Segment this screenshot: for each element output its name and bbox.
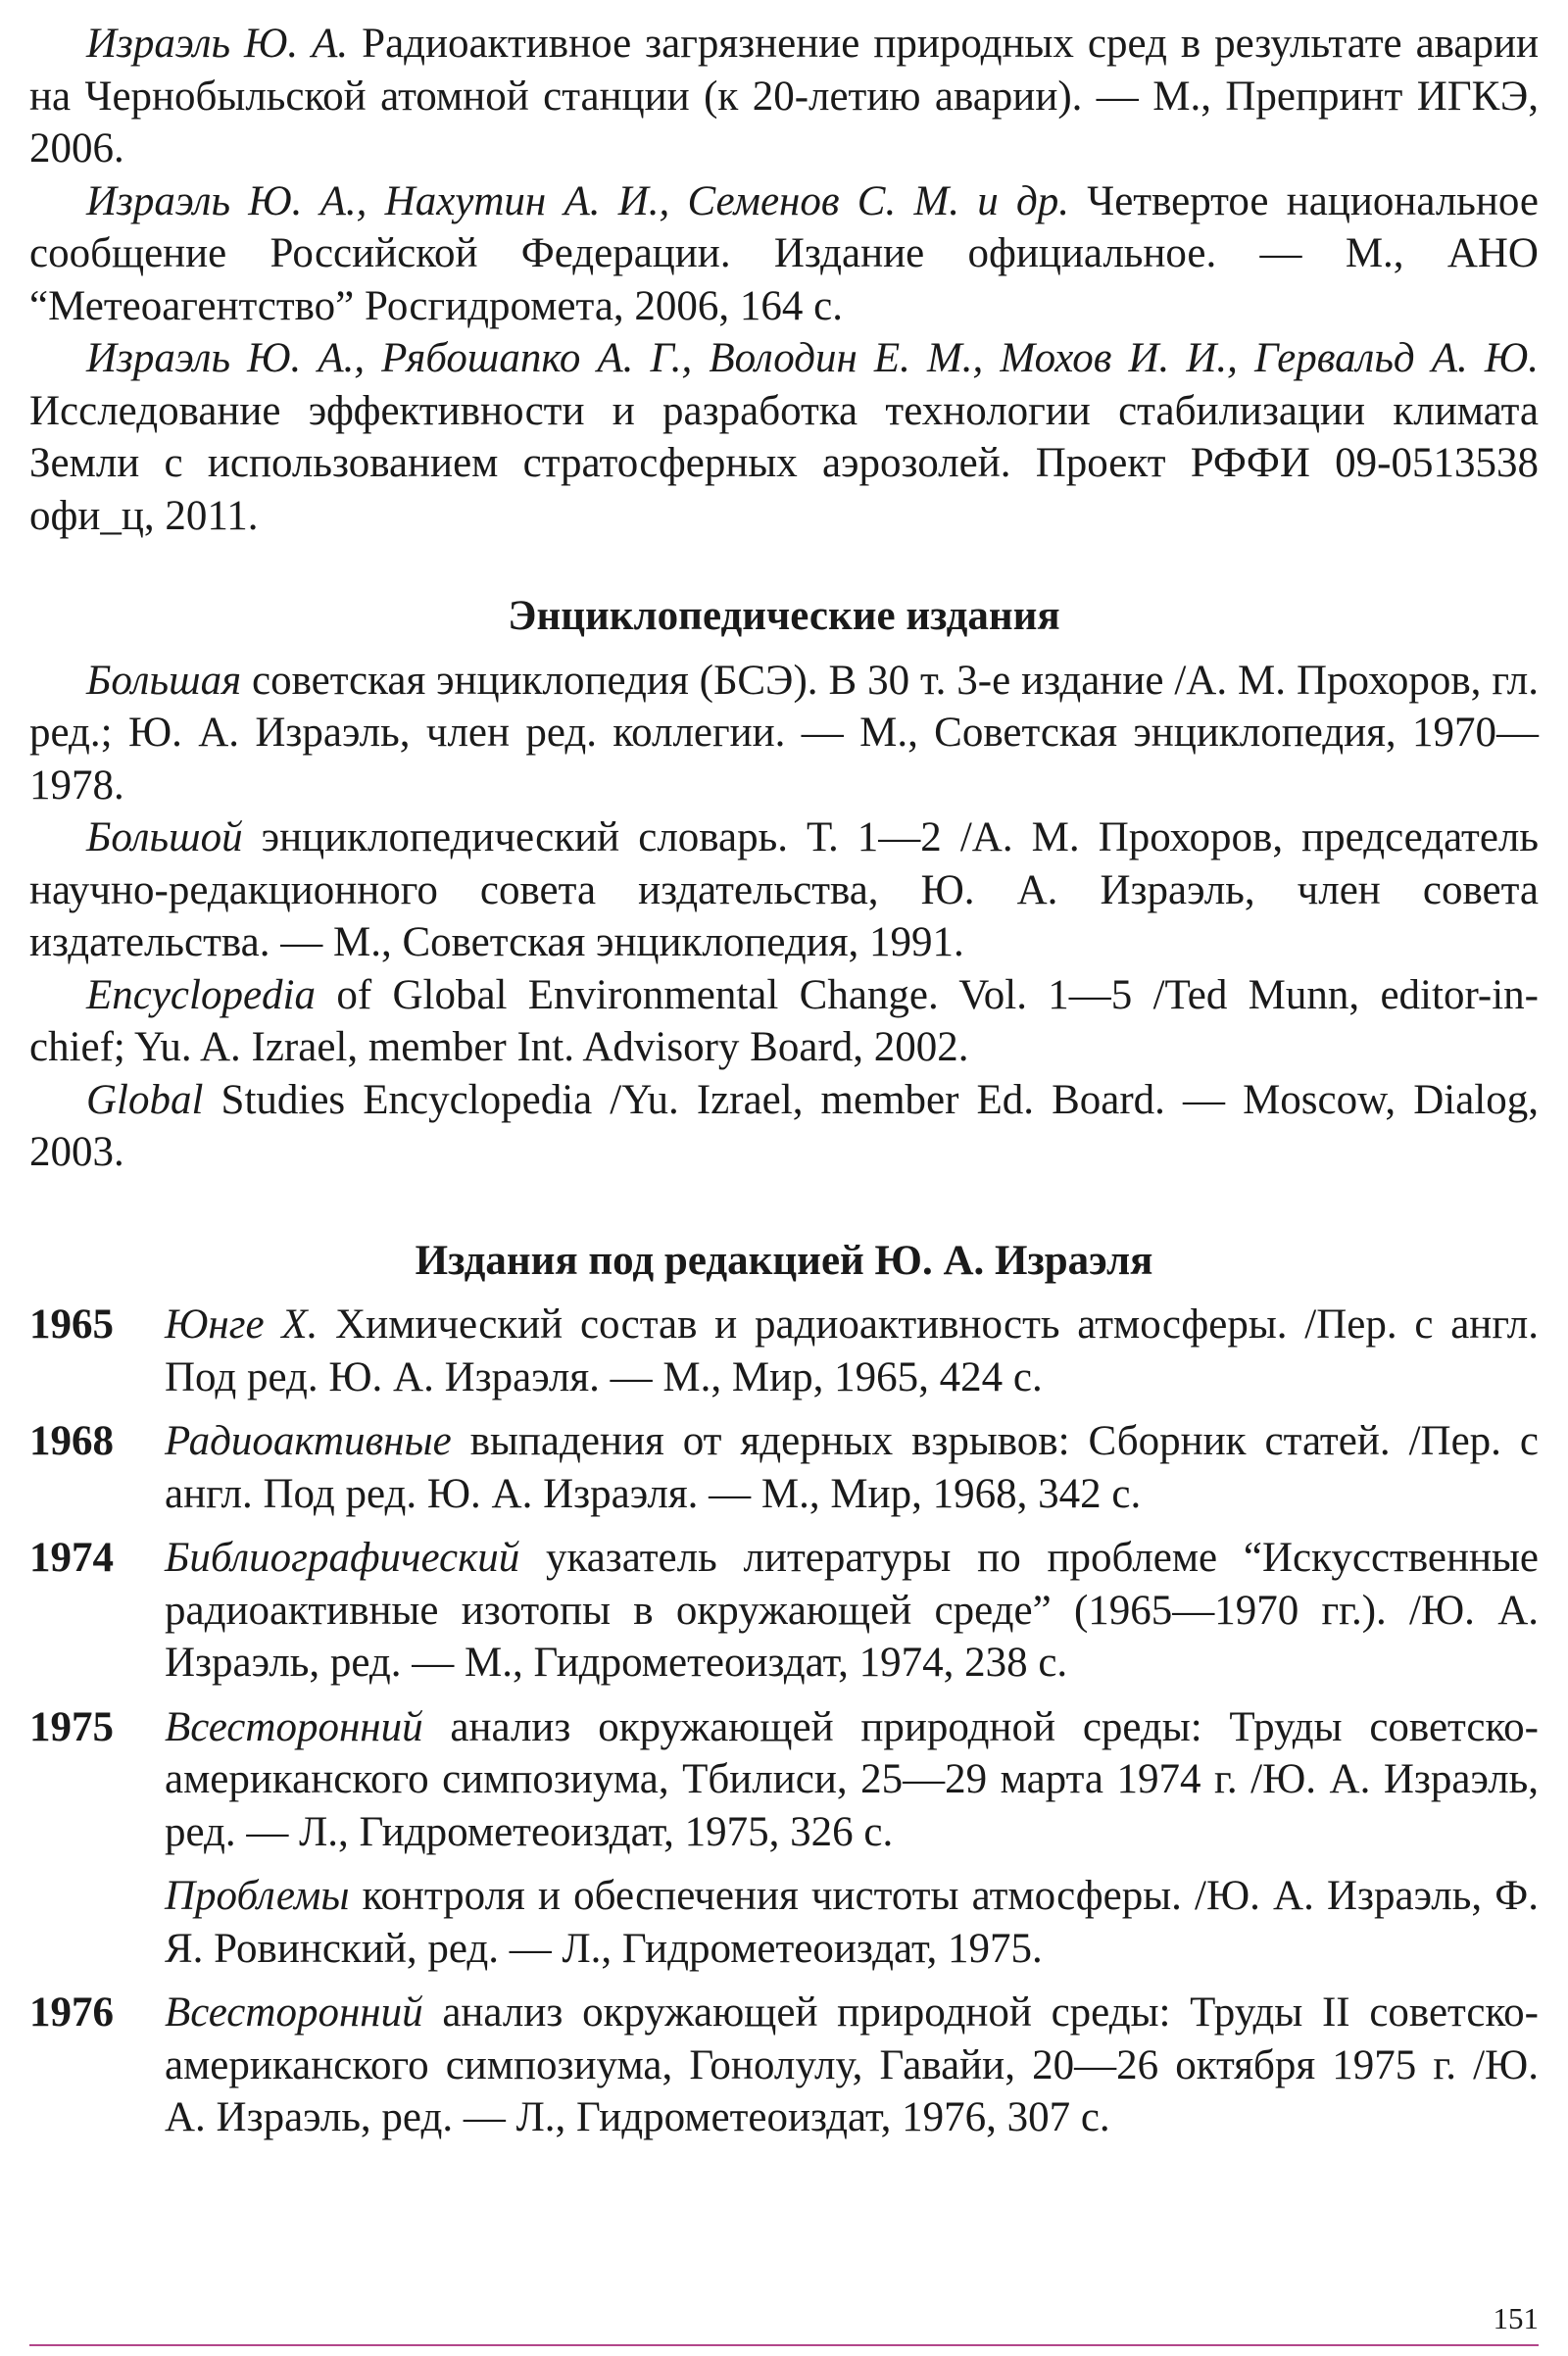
- entry-lead: Проблемы: [165, 1873, 350, 1919]
- entry-lead: Радиоактивные: [165, 1418, 452, 1464]
- edited-item: [29, 1415, 1539, 1520]
- entry-lead: Библиографический: [165, 1535, 520, 1581]
- encyclopedia-list: [29, 655, 1539, 1179]
- entry-text: Химический состав и радиоактивность атмосферы. /Пер. с англ. Под ред. Ю. А. Израэля. — М., Мир, 1965, 424 с.: [165, 1301, 1539, 1400]
- page-number: 151: [1493, 2301, 1539, 2335]
- entry-text: of Global Environmental Change. Vol. 1—5 /Ted Munn, editor-in-chief; Yu. A. Izrael, member Int. Advisory Board, 2002.: [29, 971, 1539, 1070]
- entry-lead: Global: [86, 1076, 204, 1123]
- edited-item: [29, 1701, 1539, 1859]
- entry-lead: Всесторонний: [165, 1989, 423, 2036]
- edited-item: [29, 1987, 1539, 2144]
- encyclopedia-item: [29, 811, 1539, 969]
- page-content: [29, 18, 1539, 2144]
- entry-lead: Юнге Х.: [165, 1301, 318, 1348]
- encyclopedia-item: [29, 969, 1539, 1074]
- entry-body: [165, 1870, 1539, 1975]
- footer-rule: [29, 2344, 1539, 2346]
- entry-text: энциклопедический словарь. Т. 1—2 /А. М. Прохоров, председатель научно-редакционного совета издательства, Ю. А. Израэль, член совета издательства. — М., Советская энциклопедия, 1991.: [29, 814, 1539, 965]
- encyclopedia-item: [29, 655, 1539, 812]
- section-heading-edited: Издания под редакцией Ю. А. Израэля: [415, 1237, 1153, 1284]
- entry-text: анализ окружающей природной среды: Труды II советско-американского симпозиума, Гонолулу, Гавайи, 20—26 октября 1975 г. /Ю. А. Израэль, ред. — Л., Гидрометеоиздат, 1976, 307 с.: [165, 1989, 1539, 2140]
- reference-list-top: [29, 18, 1539, 542]
- entry-body: [165, 1299, 1539, 1403]
- section-heading-encyclopedia: Энциклопедические издания: [508, 593, 1060, 639]
- entry-year: 1965: [29, 1301, 114, 1348]
- entry-text: анализ окружающей природной среды: Труды советско-американского симпозиума, Тбилиси, 25—29 марта 1974 г. /Ю. А. Израэль, ред. — Л., Гидрометеоиздат, 1975, 326 с.: [165, 1703, 1539, 1855]
- entry-text: указатель литературы по проблеме “Искусственные радиоактивные изотопы в окружающей среде” (1965—1970 гг.). /Ю. А. Израэль, ред. — М., Гидрометеоиздат, 1974, 238 с.: [165, 1535, 1539, 1686]
- reference-authors: Израэль Ю. А., Нахутин А. И., Семенов С. М. и др.: [86, 177, 1070, 224]
- edited-item: [29, 1299, 1539, 1403]
- entry-lead: Большой: [86, 814, 243, 860]
- entry-year: 1975: [29, 1703, 114, 1750]
- entry-text: выпадения от ядерных взрывов: Сборник статей. /Пер. с англ. Под ред. Ю. А. Израэля. — М., Мир, 1968, 342 с.: [165, 1418, 1539, 1517]
- reference-text: Радиоактивное загрязнение природных сред в результате аварии на Чернобыльской атомной станции (к 20-летию аварии). — М., Препринт ИГКЭ, 2006.: [29, 21, 1539, 172]
- entry-text: контроля и обеспечения чистоты атмосферы. /Ю. А. Израэль, Ф. Я. Ровинский, ред. — Л., Гидрометеоиздат, 1975.: [165, 1873, 1539, 1972]
- entry-lead: Большая: [86, 657, 242, 704]
- entry-text: советская энциклопедия (БСЭ). В 30 т. 3-е издание /А. М. Прохоров, гл. ред.; Ю. А. Израэль, член ред. коллегии. — М., Советская энциклопедия, 1970—1978.: [29, 657, 1539, 809]
- entry-body: [165, 1701, 1539, 1859]
- entry-lead: Encyclopedia: [86, 971, 317, 1018]
- reference-text: Четвертое национальное сообщение Российской Федерации. Издание официальное. — М., АНО “Метеоагентство” Росгидромета, 2006, 164 с.: [29, 177, 1540, 329]
- edited-item: [29, 1870, 1539, 1975]
- edited-list: [29, 1299, 1539, 2144]
- reference-item: [29, 175, 1539, 333]
- entry-text: Studies Encyclopedia /Yu. Izrael, member Ed. Board. — Moscow, Dialog, 2003.: [29, 1076, 1539, 1175]
- encyclopedia-item: [29, 1074, 1539, 1179]
- reference-text: Исследование эффективности и разработка технологии стабилизации климата Земли с использованием стратосферных аэрозолей. Проект РФФИ 09-0513538 офи_ц, 2011.: [29, 387, 1539, 539]
- reference-item: [29, 332, 1539, 542]
- entry-body: [165, 1532, 1539, 1690]
- entry-year: 1976: [29, 1989, 114, 2036]
- entry-year: 1974: [29, 1535, 114, 1581]
- edited-item: [29, 1532, 1539, 1690]
- entry-lead: Всесторонний: [165, 1703, 423, 1750]
- entry-body: [165, 1987, 1539, 2144]
- reference-item: [29, 18, 1539, 175]
- entry-body: [165, 1415, 1539, 1520]
- reference-authors: Израэль Ю. А.: [86, 21, 349, 67]
- entry-year: 1968: [29, 1418, 114, 1464]
- reference-authors: Израэль Ю. А., Рябошапко А. Г., Володин Е. М., Мохов И. И., Гервальд А. Ю.: [86, 335, 1539, 381]
